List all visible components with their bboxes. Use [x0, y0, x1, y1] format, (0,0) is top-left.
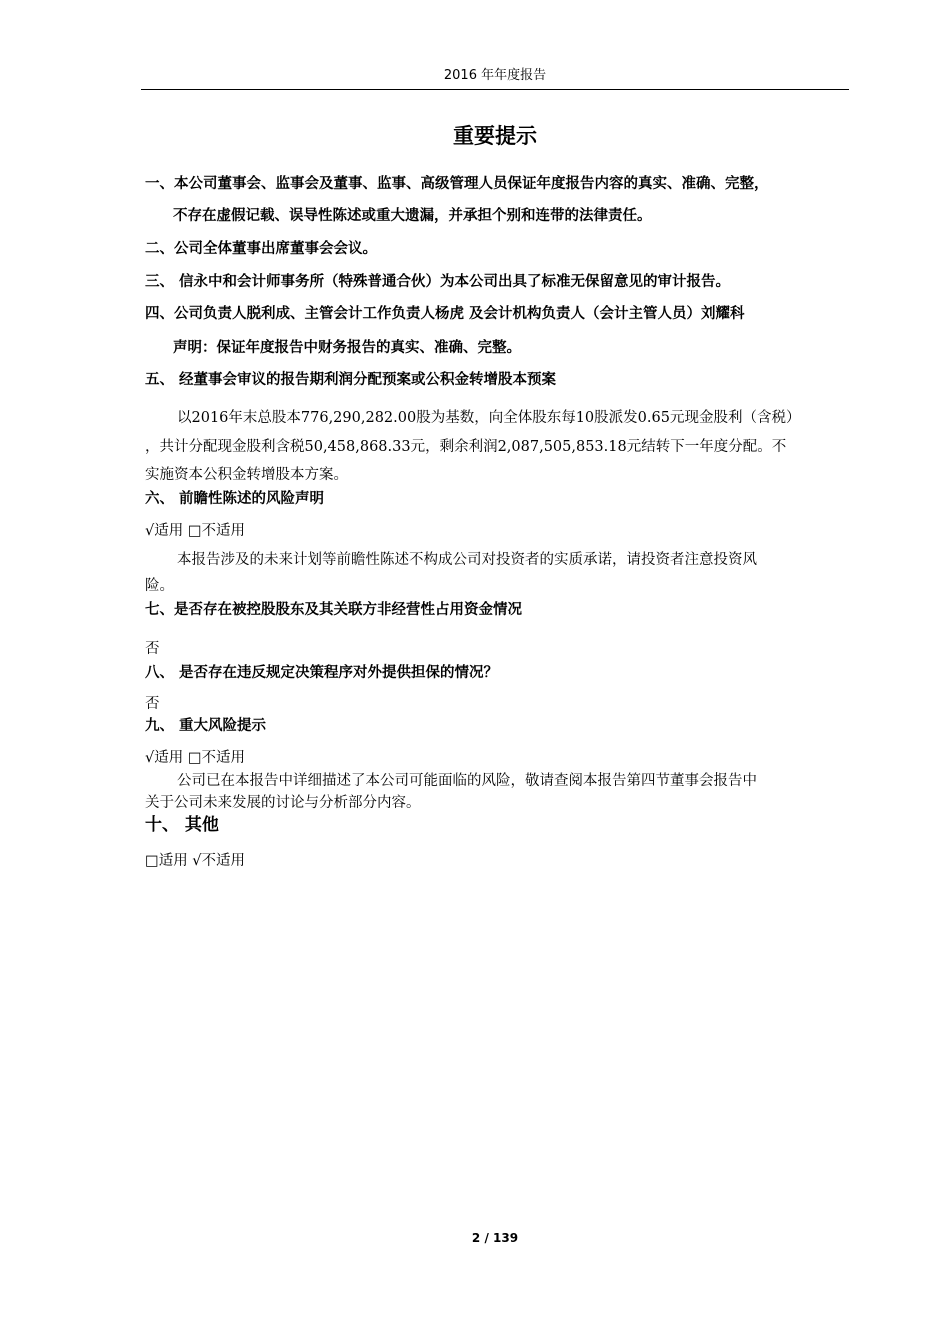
header-divider [141, 89, 849, 90]
page-title: 重要提示 [453, 124, 537, 148]
section-9-heading: 九、 重大风险提示 [145, 718, 267, 734]
section-2: 二、公司全体董事出席董事会会议。 [145, 241, 377, 257]
section-9-paragraph-line-2: 关于公司未来发展的讨论与分析部分内容。 [145, 795, 421, 811]
section-5-heading: 五、 经董事会审议的报告期利润分配预案或公积金转增股本预案 [145, 372, 557, 388]
section-3: 三、 信永中和会计师事务所（特殊普通合伙）为本公司出具了标准无保留意见的审计报告。 [145, 274, 731, 290]
section-8-answer: 否 [145, 696, 160, 712]
section-7-answer: 否 [145, 641, 160, 657]
section-6-paragraph-line-1: 本报告涉及的未来计划等前瞻性陈述不构成公司对投资者的实质承诺，请投资者注意投资风 [177, 552, 757, 568]
section-1-line-2: 不存在虚假记载、误导性陈述或重大遗漏，并承担个别和连带的法律责任。 [173, 208, 652, 224]
section-4-line-2: 声明：保证年度报告中财务报告的真实、准确、完整。 [173, 340, 521, 356]
section-9-applicability: √适用 □不适用 [145, 750, 246, 766]
section-5-paragraph-line-1: 以2016年末总股本776,290,282.00股为基数，向全体股东每10股派发0.65元现金股利（含税） [177, 410, 801, 426]
section-6-heading: 六、 前瞻性陈述的风险声明 [145, 491, 325, 507]
section-10-applicability: □适用 √不适用 [145, 853, 246, 869]
section-9-paragraph-line-1: 公司已在本报告中详细描述了本公司可能面临的风险，敬请查阅本报告第四节董事会报告中 [177, 773, 757, 789]
page-number: 2 / 139 [471, 1231, 519, 1245]
section-1-line-1: 一、本公司董事会、监事会及董事、监事、高级管理人员保证年度报告内容的真实、准确、完整， [145, 176, 769, 192]
section-10-heading: 十、 其他 [145, 815, 219, 835]
page-header: 2016 年年度报告 [443, 68, 547, 83]
section-5-paragraph-line-2: ，共计分配现金股利含税50,458,868.33元，剩余利润2,087,505,853.18元结转下一年度分配。不 [145, 439, 787, 455]
section-7-heading: 七、是否存在被控股股东及其关联方非经营性占用资金情况 [145, 602, 522, 618]
section-6-applicability: √适用 □不适用 [145, 523, 246, 539]
section-5-paragraph-line-3: 实施资本公积金转增股本方案。 [145, 467, 348, 483]
section-6-paragraph-line-2: 险。 [145, 578, 174, 594]
section-4-line-1: 四、公司负责人脱利成、主管会计工作负责人杨虎 及会计机构负责人（会计主管人员）刘耀科 [145, 306, 745, 322]
section-8-heading: 八、 是否存在违反规定决策程序对外提供担保的情况？ [145, 665, 499, 681]
